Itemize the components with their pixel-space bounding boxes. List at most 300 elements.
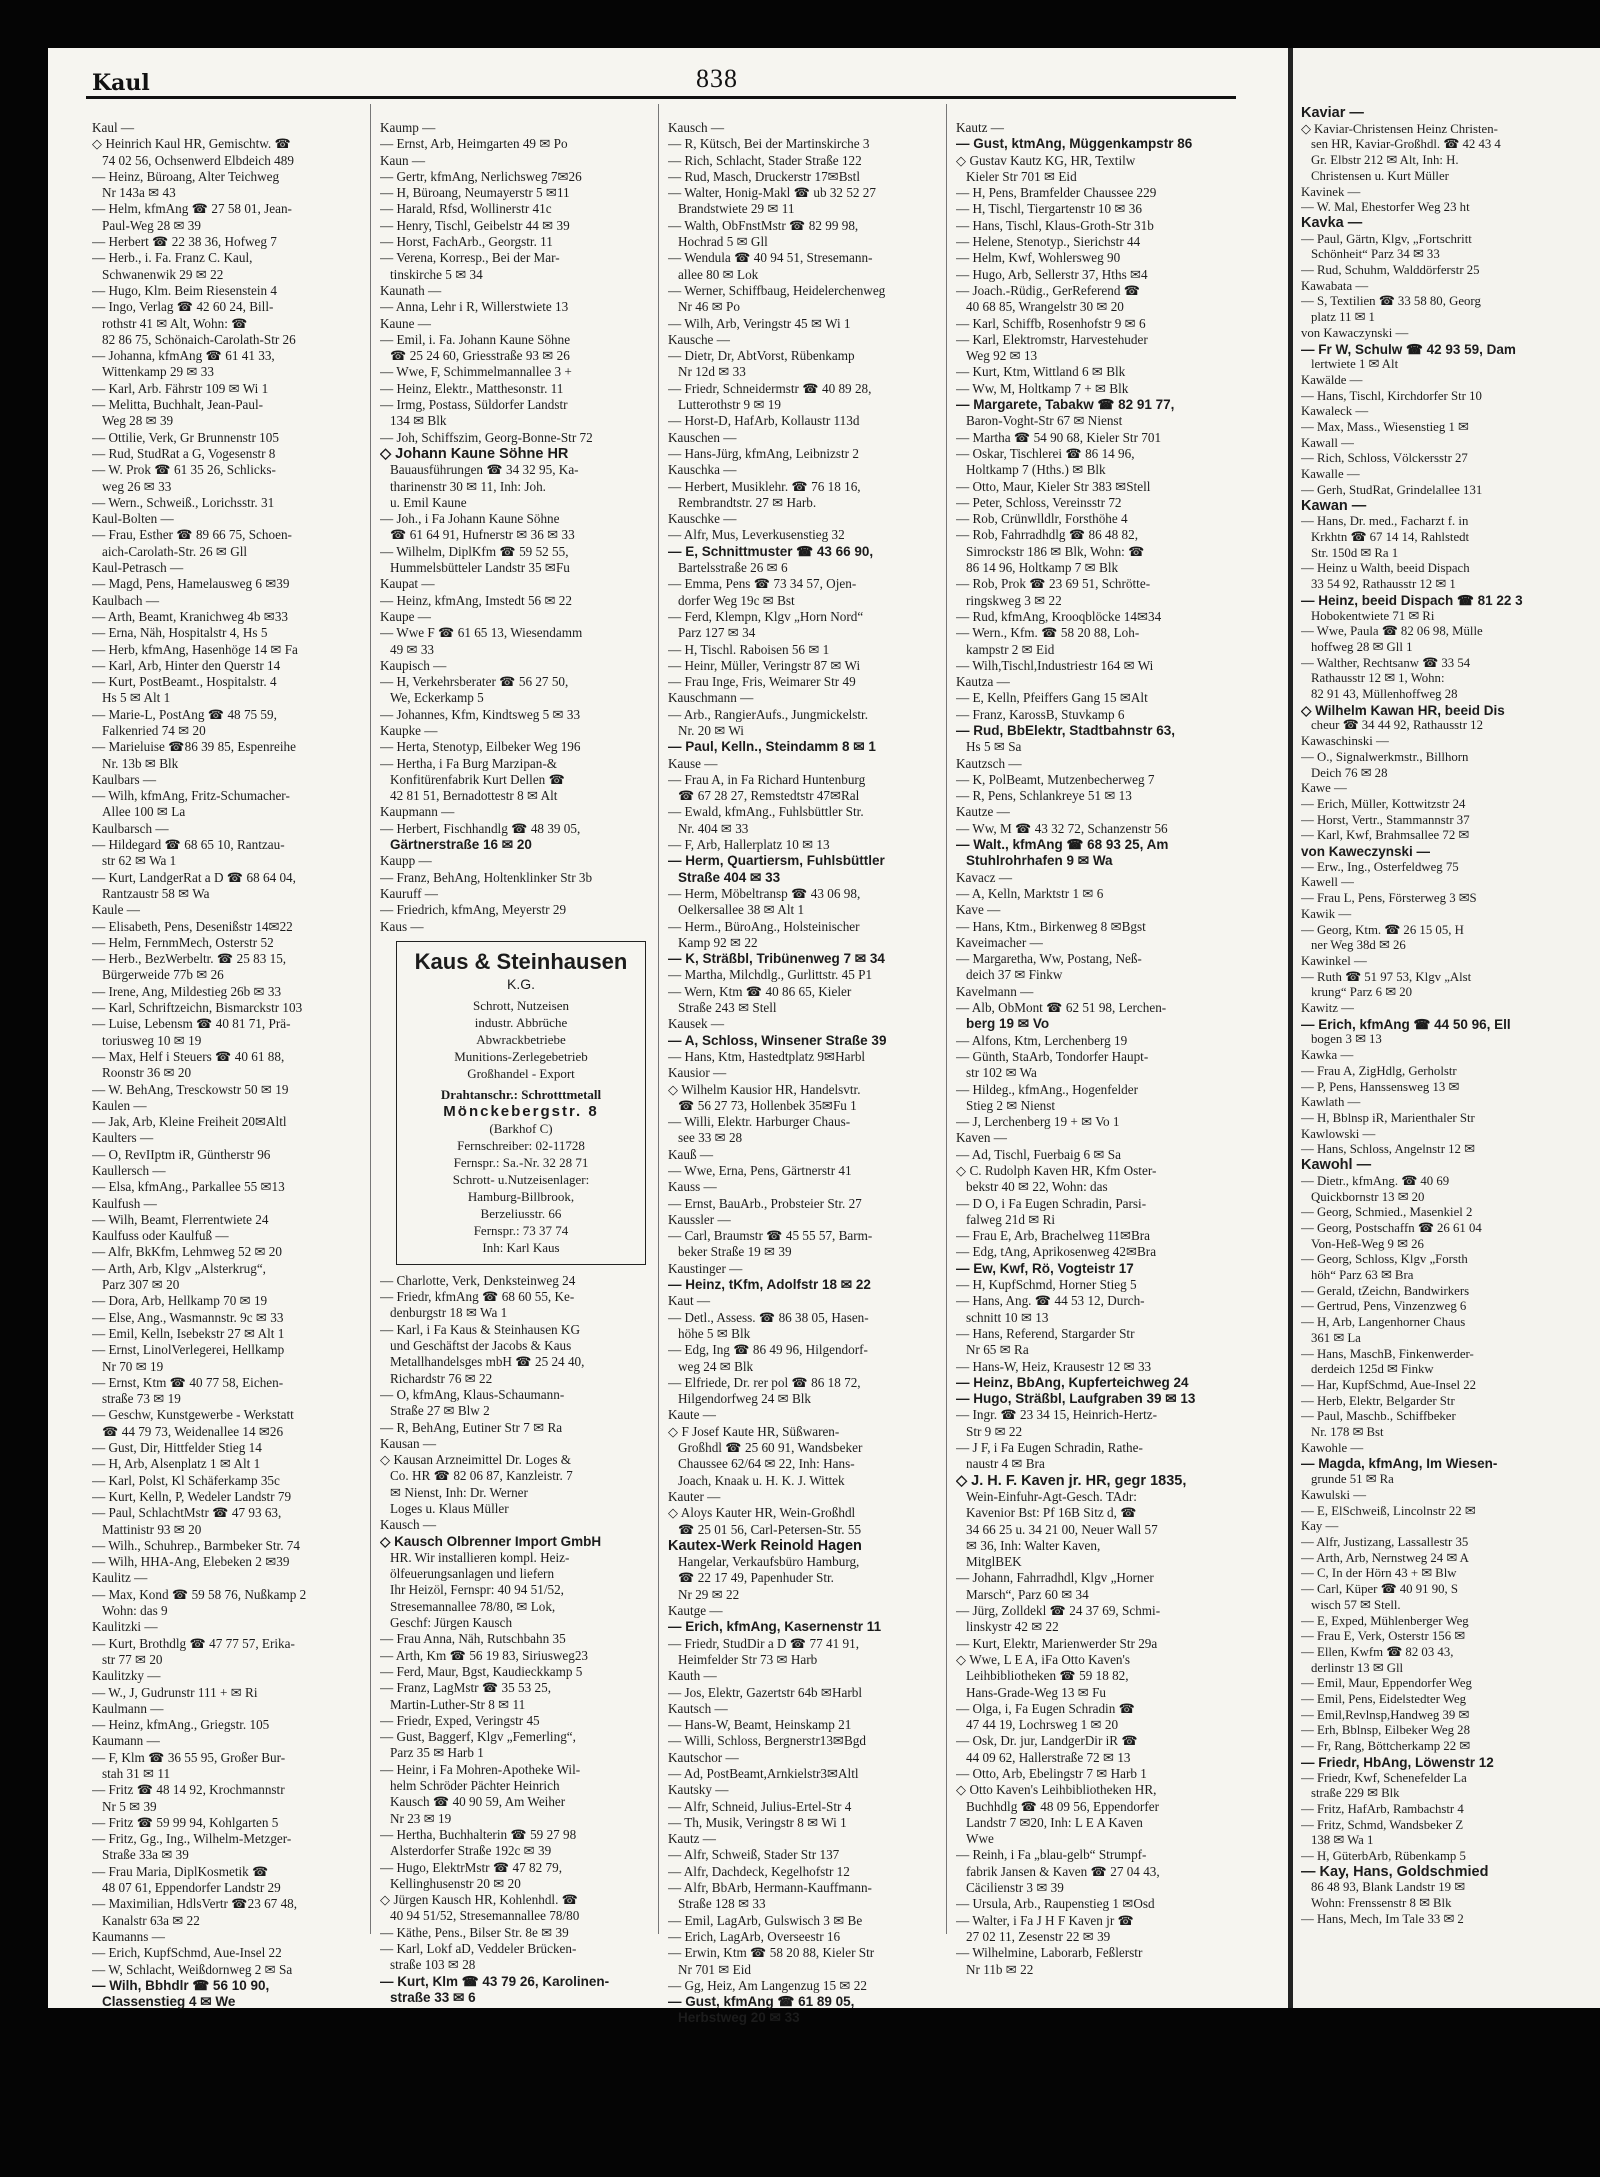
directory-entry-line: Christensen u. Kurt Müller <box>1311 168 1449 183</box>
directory-entry-line: lertwiete 1 ✉ Alt <box>1311 357 1399 372</box>
directory-entry-line: — Frau E, Arb, Brachelweg 11✉Bra <box>956 1228 1151 1244</box>
directory-entry-line: dorfer Weg 19c ✉ Bst <box>678 592 795 608</box>
directory-entry-line: Kaul — <box>92 120 135 135</box>
directory-entry-line: — Arth, Arb, Nernstweg 24 ✉ A <box>1301 1550 1469 1565</box>
directory-entry-line: — Hans, Ktm., Birkenweg 8 ✉Bgst <box>956 918 1146 934</box>
directory-entry-line: 42 81 51, Bernadottestr 8 ✉ Alt <box>390 788 558 804</box>
directory-entry-line: — Frau Inge, Fris, Weimarer Str 49 <box>668 674 856 690</box>
directory-entry-line: — Wendula ☎ 40 94 51, Stresemann- <box>668 250 873 266</box>
directory-entry-line: — H, GüterbArb, Rübenkamp 5 <box>1301 1849 1466 1864</box>
directory-entry-line: — Verena, Korresp., Bei der Mar- <box>380 250 560 266</box>
directory-entry-line: — Geschw, Kunstgewerbe - Werkstatt <box>92 1407 294 1423</box>
directory-entry-line: — Helm, kfmAng ☎ 27 58 01, Jean- <box>92 201 292 217</box>
directory-entry-line: — Johann, Fahrradhdl, Klgv „Horner <box>956 1570 1154 1586</box>
directory-entry-line: — Rud, BbElektr, Stadtbahnstr 63, <box>956 722 1176 738</box>
directory-entry-line: — Herm, Quartiersm, Fuhlsbüttler <box>668 853 885 869</box>
directory-entry-line: Kautz — <box>668 1831 716 1847</box>
directory-entry-line: Nr. 178 ✉ Bst <box>1311 1425 1384 1440</box>
directory-entry-line: Kaupke — <box>380 722 438 738</box>
directory-entry-line: — Erich, LagArb, Overseestr 16 <box>668 1928 841 1944</box>
directory-entry-line: — Friedrich, kfmAng, Meyerstr 29 <box>380 902 567 918</box>
directory-entry-line: — Hertha, Buchhalterin ☎ 59 27 98 <box>380 1826 577 1842</box>
directory-entry-line: — Walt., kfmAng ☎ 68 93 25, Am <box>956 837 1169 853</box>
directory-entry-line: Kautge — <box>668 1603 723 1619</box>
directory-entry-line: — Hans, MaschB, Finkenwerder- <box>1301 1346 1474 1361</box>
directory-entry-line: — E, Schnittmuster ☎ 43 66 90, <box>668 543 874 559</box>
directory-entry-line: Kausek — <box>668 1016 725 1032</box>
directory-entry-line: Nr 12d ✉ 33 <box>678 364 746 380</box>
directory-entry-line: ☎ 25 24 60, Griesstraße 93 ✉ 26 <box>390 348 570 364</box>
directory-entry-line: HR. Wir installieren kompl. Heiz- <box>390 1549 570 1565</box>
directory-entry-line: Kaut — <box>668 1293 711 1309</box>
directory-entry-line: Kaupmann — <box>380 804 455 820</box>
directory-entry-line: Gr. Elbstr 212 ✉ Alt, Inh: H. <box>1311 153 1459 168</box>
directory-entry-line: weg 24 ✉ Blk <box>678 1358 754 1374</box>
directory-entry-line: — Herm, Möbeltransp ☎ 43 06 98, <box>668 885 861 901</box>
directory-entry-line: Kavelmann — <box>956 983 1034 999</box>
directory-entry-line: — Herbert, Musiklehr. ☎ 76 18 16, <box>668 478 861 494</box>
directory-entry-line: ◇ C. Rudolph Kaven HR, Kfm Oster- <box>956 1163 1157 1178</box>
directory-entry-line: — Heinz, Büroang, Alter Teichweg <box>92 168 280 184</box>
directory-entry-line: — Walther, Rechtsanw ☎ 33 54 <box>1301 655 1471 670</box>
directory-entry-line: 82 86 75, Schönaich-Carolath-Str 26 <box>102 331 296 347</box>
directory-entry-line: Kamp 92 ✉ 22 <box>678 934 758 950</box>
ad-address: Mönckebergstr. 8 <box>443 1102 599 1120</box>
directory-entry-line: Classenstieg 4 ✉ We <box>102 1994 236 2010</box>
directory-entry-line: — Wilh, Beamt, Flerrentwiete 24 <box>92 1211 269 1227</box>
ad-contact-line: Inh: Karl Kaus <box>482 1239 560 1255</box>
directory-entry-line: Hummelsbütteler Landstr 35 ✉Fu <box>390 560 570 576</box>
directory-entry-line: — Charlotte, Verk, Denksteinweg 24 <box>380 1272 576 1288</box>
directory-entry-line: Wohn: Frenssenstr 8 ✉ Blk <box>1311 1896 1452 1911</box>
directory-entry-line: — Alfr, Schweiß, Stader Str 137 <box>668 1847 840 1863</box>
directory-column-1 <box>92 120 362 2010</box>
directory-entry-line: Oelkersallee 38 ✉ Alt 1 <box>678 902 805 918</box>
directory-entry-line: Kawaschinski — <box>1301 734 1389 749</box>
directory-entry-line: cheur ☎ 34 44 92, Rathausstr 12 <box>1311 718 1483 733</box>
directory-entry-line: — Kay, Hans, Goldschmied <box>1301 1864 1489 1880</box>
directory-entry-line: Nr 29 ✉ 22 <box>678 1586 740 1602</box>
directory-entry-line: 86 14 96, Holtkamp 7 ✉ Blk <box>966 560 1119 576</box>
directory-entry-line: — Frau E, Verk, Osterstr 156 ✉ <box>1301 1629 1466 1644</box>
directory-entry-line: — W, Schlacht, Weißdornweg 2 ✉ Sa <box>92 1961 293 1977</box>
directory-entry-line: Kaulmann — <box>92 1700 164 1716</box>
directory-entry-line: — Rob, Fahrradhdlg ☎ 86 48 82, <box>956 527 1138 543</box>
directory-entry-line: ner Weg 38d ✉ 26 <box>1311 938 1406 953</box>
directory-entry-line: — Frau Anna, Näh, Rutschbahn 35 <box>380 1631 566 1647</box>
directory-entry-line: Rathausstr 12 ✉ 1, Wohn: <box>1311 671 1445 686</box>
directory-entry-line: kampstr 2 ✉ Eid <box>966 641 1055 657</box>
directory-entry-line: Kautschor — <box>668 1749 739 1765</box>
directory-entry-line: — H, Pens, Bramfelder Chaussee 229 <box>956 185 1157 201</box>
directory-entry-line: Heimfelder Str 73 ✉ Harb <box>678 1651 818 1667</box>
directory-entry-line: Parz 307 ✉ 20 <box>102 1277 180 1293</box>
directory-entry-line: Kaulters — <box>92 1130 154 1146</box>
directory-entry-line: ◇ Jürgen Kausch HR, Kohlenhdl. ☎ <box>380 1892 579 1908</box>
directory-entry-line: — Karl, Lokf aD, Veddeler Brücken- <box>380 1941 577 1957</box>
directory-entry-line: — Ursula, Arb., Raupenstieg 1 ✉Osd <box>956 1896 1155 1912</box>
directory-entry-line: — Ernst, LinolVerlegerei, Hellkamp <box>92 1342 285 1358</box>
directory-entry-line: — Hildeg., kfmAng., Hogenfelder <box>956 1081 1139 1097</box>
directory-entry-line: — Karl, Schriftzeichn, Bismarckstr 103 <box>92 1000 303 1016</box>
directory-entry-line: — Alb, ObMont ☎ 62 51 98, Lerchen- <box>956 1000 1167 1016</box>
directory-entry-line: str 102 ✉ Wa <box>966 1065 1037 1081</box>
directory-entry-line: — Werner, Schiffbaug, Heidelerchenweg <box>668 282 886 298</box>
column-divider <box>370 104 371 1934</box>
directory-entry-line: Kawlowski — <box>1301 1126 1376 1141</box>
directory-entry-line: wisch 57 ✉ Stell. <box>1311 1597 1401 1612</box>
directory-entry-line: Nr. 20 ✉ Wi <box>678 722 744 738</box>
directory-entry-line: Kawälde — <box>1301 372 1363 387</box>
directory-entry-line: ringskweg 3 ✉ 22 <box>966 592 1062 608</box>
directory-entry-line: — Marie-L, PostAng ☎ 48 75 59, <box>92 706 277 722</box>
directory-entry-line: — Hans, Dr. med., Facharzt f. in <box>1301 514 1469 529</box>
directory-entry-line: — Joach.-Rüdig., GerReferend ☎ <box>956 282 1141 298</box>
directory-entry-line: und Geschäftst der Jacobs & Kaus <box>390 1338 572 1354</box>
directory-entry-line: Kauruff — <box>380 885 438 901</box>
directory-entry-line: — Ww, M ☎ 43 32 72, Schanzenstr 56 <box>956 820 1168 836</box>
directory-entry-line: Lutterothstr 9 ✉ 19 <box>678 397 781 413</box>
directory-entry-line: — Ferd, Klempn, Klgv „Horn Nord“ <box>668 608 864 624</box>
directory-entry-line: Kaullersch — <box>92 1163 166 1178</box>
directory-entry-line: 47 44 19, Lochrsweg 1 ✉ 20 <box>966 1717 1119 1733</box>
directory-entry-line: — Heinr, Müller, Veringstr 87 ✉ Wi <box>668 657 861 673</box>
directory-entry-line: Joach, Knaak u. H. K. J. Wittek <box>678 1472 845 1488</box>
directory-entry-line: Kaulbars — <box>92 771 157 787</box>
page-number: 838 <box>696 64 738 93</box>
directory-entry-line: — Elfriede, Dr. rer pol ☎ 86 18 72, <box>668 1374 861 1390</box>
directory-entry-line: Kaupat — <box>380 576 435 592</box>
directory-entry-line: — Wilh, kfmAng, Fritz-Schumacher- <box>92 788 290 804</box>
directory-entry-line: — Paul, Kelln., Steindamm 8 ✉ 1 <box>668 739 876 755</box>
directory-entry-line: naustr 4 ✉ Bra <box>966 1456 1045 1472</box>
directory-entry-line: — Georg, Schloss, Klgv „Forsth <box>1301 1252 1468 1267</box>
directory-entry-line: Kaulfuss oder Kaulfuß — <box>92 1228 229 1244</box>
directory-entry-line: Herbstweg 20 ✉ 33 <box>678 2010 800 2026</box>
directory-entry-line: — Herbert ☎ 22 38 36, Hofweg 7 <box>92 234 277 250</box>
directory-entry-line: — Max, Kond ☎ 59 58 76, Nußkamp 2 <box>92 1586 307 1602</box>
directory-entry-line: Kaussler — <box>668 1211 731 1227</box>
directory-entry-line: — Alfr, Justizang, Lassallestr 35 <box>1301 1534 1469 1549</box>
directory-entry-line: Kaulitzki — <box>92 1619 158 1635</box>
directory-entry-line: Kaven — <box>956 1130 1007 1146</box>
directory-entry-line: — Heinz u Walth, beeid Dispach <box>1301 561 1470 576</box>
directory-entry-line: — D O, i Fa Eugen Schradin, Parsi- <box>956 1195 1147 1211</box>
directory-entry-line: Kausch — <box>380 1517 437 1533</box>
directory-entry-line: — Ruth ☎ 51 97 53, Klgv „Alst <box>1301 969 1472 984</box>
directory-entry-line: — Frau, Esther ☎ 89 66 75, Schoen- <box>92 527 292 543</box>
directory-entry-line: — Olga, i, Fa Eugen Schradin ☎ <box>956 1700 1136 1716</box>
directory-entry-line: — Kurt, LandgerRat a D ☎ 68 64 04, <box>92 869 296 885</box>
directory-entry-line: 33 54 92, Rathausstr 12 ✉ 1 <box>1311 577 1456 592</box>
directory-entry-line: Kawohl — <box>1301 1158 1372 1174</box>
directory-entry-line: linskystr 42 ✉ 22 <box>966 1619 1059 1635</box>
directory-entry-line: — Gg, Heiz, Am Langenzug 15 ✉ 22 <box>668 1977 867 1993</box>
directory-entry-line: Wein-Einfuhr-Agt-Gesch. TAdr: <box>966 1488 1137 1504</box>
directory-entry-line: — Franz, LagMstr ☎ 35 53 25, <box>380 1680 551 1696</box>
directory-entry-line: — Günth, StaArb, Tondorfer Haupt- <box>956 1048 1149 1064</box>
directory-entry-line: Schönheit“ Parz 34 ✉ 33 <box>1311 247 1440 262</box>
directory-entry-line: — Reinh, i Fa „blau-gelb“ Strumpf- <box>956 1847 1147 1863</box>
ad-contact-line: Berzeliusstr. 66 <box>480 1205 562 1221</box>
directory-entry-line: — Friedr, Kwf, Schenefelder La <box>1301 1770 1467 1785</box>
ad-contact-line: Schrott- u.Nutzeisenlager: <box>452 1171 590 1187</box>
directory-entry-line: Stuhlrohrhafen 9 ✉ Wa <box>966 853 1113 869</box>
directory-entry-line: — Magd, Pens, Hamelausweg 6 ✉39 <box>92 576 290 592</box>
directory-entry-line: tharinenstr 30 ✉ 11, Inh: Joh. <box>390 478 546 494</box>
directory-entry-line: Nr 23 ✉ 19 <box>390 1810 452 1826</box>
directory-entry-line: — Fritz ☎ 59 99 94, Kohlgarten 5 <box>92 1814 279 1830</box>
directory-entry-line: — Paul, SchlachtMstr ☎ 47 93 63, <box>92 1505 282 1521</box>
right-page <box>1293 48 1600 2008</box>
directory-entry-line: Str. 150d ✉ Ra 1 <box>1311 545 1399 560</box>
ad-text-line: Abwrackbetriebe <box>476 1031 566 1047</box>
directory-entry-line: Alsterdorfer Straße 192c ✉ 39 <box>390 1843 552 1859</box>
directory-entry-line: Straße 33a ✉ 39 <box>102 1847 189 1863</box>
directory-entry-line: — Alfons, Ktm, Lerchenberg 19 <box>956 1032 1128 1048</box>
directory-entry-line: bekstr 40 ✉ 22, Wohn: das <box>966 1179 1108 1195</box>
ad-company-name: Kaus & Steinhausen <box>414 948 628 974</box>
directory-entry-line: ◇ Wwe, L E A, iFa Otto Kaven's <box>956 1651 1131 1667</box>
directory-entry-line: — K, PolBeamt, Mutzenbecherweg 7 <box>956 771 1155 787</box>
directory-entry-line: Kaule — <box>92 902 140 918</box>
directory-entry-line: — Hans-Jürg, kfmAng, Leibnizstr 2 <box>668 445 859 461</box>
directory-entry-line: Parz 127 ✉ 34 <box>678 625 756 641</box>
directory-entry-line: Wohn: das 9 <box>102 1603 168 1619</box>
directory-entry-line: höhe 5 ✉ Blk <box>678 1325 751 1341</box>
directory-entry-line: — Erich, KupfSchmd, Aue-Insel 22 <box>92 1945 282 1961</box>
directory-entry-line: 138 ✉ Wa 1 <box>1311 1833 1374 1848</box>
directory-entry-line: — Karl, Elektromstr, Harvestehuder <box>956 331 1148 347</box>
directory-entry-line: — Oskar, Tischlerei ☎ 86 14 96, <box>956 445 1135 461</box>
directory-entry-line: — J F, i Fa Eugen Schradin, Rathe- <box>956 1440 1143 1456</box>
directory-entry-line: — A, Kelln, Marktstr 1 ✉ 6 <box>956 885 1104 901</box>
directory-entry-line: von Kaweczynski — <box>1301 844 1431 860</box>
directory-entry-line: — Otto, Maur, Kieler Str 383 ✉Stell <box>956 478 1151 494</box>
directory-entry-line: — Joh, Schiffszim, Georg-Bonne-Str 72 <box>380 429 593 445</box>
directory-entry-line: denburgstr 18 ✉ Wa 1 <box>390 1305 508 1321</box>
ad-legal-form: K.G. <box>506 975 535 992</box>
directory-entry-line: MitglBEK <box>966 1554 1022 1570</box>
directory-entry-line: Nr 5 ✉ 39 <box>102 1798 157 1814</box>
directory-entry-line: — Luise, Lebensm ☎ 40 81 71, Prä- <box>92 1016 291 1032</box>
directory-entry-line: — Friedr, Exped, Veringstr 45 <box>380 1712 540 1728</box>
directory-entry-line: — R, Kütsch, Bei der Martinskirche 3 <box>668 136 870 152</box>
directory-entry-line: — Karl, Schiffb, Rosenhofstr 9 ✉ 6 <box>956 315 1146 331</box>
directory-entry-line: — Karl, Kwf, Brahmsallee 72 ✉ <box>1301 828 1470 843</box>
directory-entry-line: Deich 76 ✉ 28 <box>1311 765 1388 780</box>
directory-entry-line: — R, BehAng, Eutiner Str 7 ✉ Ra <box>380 1419 563 1435</box>
directory-entry-line: — Gertr, kfmAng, Nerlichsweg 7✉26 <box>380 168 582 184</box>
directory-entry-line: — Ellen, Kwfm ☎ 82 03 43, <box>1301 1644 1454 1659</box>
directory-entry-line: Rantzaustr 58 ✉ Wa <box>102 885 210 901</box>
directory-entry-line: — Heinz, kfmAng., Griegstr. 105 <box>92 1717 270 1733</box>
directory-entry-line: helm Schröder Pächter Heinrich <box>390 1778 560 1794</box>
directory-entry-line: — Detl., Assess. ☎ 86 38 05, Hasen- <box>668 1309 869 1325</box>
directory-entry-line: — H, Tischl. Raboisen 56 ✉ 1 <box>668 641 830 657</box>
directory-entry-line: — Paul, Gärtn, Klgv, „Fortschritt <box>1301 231 1472 246</box>
directory-entry-line: Kaunath — <box>380 282 442 298</box>
directory-entry-line: — Dora, Arb, Hellkamp 70 ✉ 19 <box>92 1293 268 1309</box>
directory-entry-line: — Max, Mass., Wiesenstieg 1 ✉ <box>1301 420 1469 435</box>
directory-entry-line: Kawka — <box>1301 1048 1354 1063</box>
directory-entry-line: — Peter, Schloss, Vereinsstr 72 <box>956 494 1122 510</box>
directory-entry-line: bogen 3 ✉ 13 <box>1311 1032 1382 1047</box>
directory-entry-line: — Erich, Müller, Kottwitzstr 24 <box>1301 796 1466 811</box>
directory-entry-line: — Th, Musik, Veringstr 8 ✉ Wi 1 <box>668 1814 847 1830</box>
ad-contact-line: Fernspr.: Sa.-Nr. 32 28 71 <box>453 1154 589 1170</box>
directory-entry-line: Kawabata — <box>1301 278 1369 293</box>
directory-entry-line: — Ingr. ☎ 23 34 15, Heinrich-Hertz- <box>956 1407 1157 1423</box>
directory-entry-line: — Maximilian, HdlsVertr ☎23 67 48, <box>92 1896 298 1912</box>
directory-entry-line: Kay — <box>1301 1519 1339 1534</box>
directory-entry-line: — Heinz, beeid Dispach ☎ 81 22 3 <box>1301 592 1523 608</box>
directory-entry-line: — Franz, KarossB, Stuvkamp 6 <box>956 706 1125 722</box>
directory-entry-line: ✉ 36, Inh: Walter Kaven, <box>966 1537 1101 1553</box>
directory-entry-line: Wwe <box>966 1831 994 1847</box>
directory-entry-line: — Hugo, Sträßbl, Laufgraben 39 ✉ 13 <box>956 1391 1196 1407</box>
directory-entry-line: — E, ElSchweiß, Lincolnstr 22 ✉ <box>1301 1503 1476 1518</box>
directory-entry-line: — H, Arb, Alsenplatz 1 ✉ Alt 1 <box>92 1456 261 1472</box>
directory-entry-line: Hs 5 ✉ Sa <box>966 739 1022 755</box>
directory-entry-line: ☎ 61 64 91, Hufnerstr ✉ 36 ✉ 33 <box>390 527 575 543</box>
directory-entry-line: — Jos, Elektr, Gazertstr 64b ✉Harbl <box>668 1684 862 1700</box>
directory-entry-line: Stieg 2 ✉ Nienst <box>966 1097 1056 1113</box>
directory-entry-line: 49 ✉ 33 <box>390 641 435 657</box>
directory-entry-line: Kaupisch — <box>380 657 447 673</box>
directory-entry-line: Kaump — <box>380 120 436 135</box>
directory-entry-line: — Jürg, Zolldekl ☎ 24 37 69, Schmi- <box>956 1603 1161 1619</box>
directory-entry-line: — Rud, Schuhm, Walddörferstr 25 <box>1301 263 1480 278</box>
directory-entry-line: ◇ Gustav Kautz KG, HR, Textilw <box>956 152 1136 168</box>
directory-entry-line: — Else, Ang., Wasmannstr. 9c ✉ 33 <box>92 1309 284 1325</box>
directory-entry-line: — H, Arb, Langenhorner Chaus <box>1301 1315 1466 1330</box>
directory-entry-line: Gärtnerstraße 16 ✉ 20 <box>390 837 532 853</box>
directory-entry-line: allee 80 ✉ Lok <box>678 266 759 282</box>
directory-entry-line: Straße 404 ✉ 33 <box>678 869 781 885</box>
directory-entry-line: ☎ 25 01 56, Carl-Petersen-Str. 55 <box>678 1521 862 1537</box>
directory-entry-line: — Magda, kfmAng, Im Wiesen- <box>1301 1456 1498 1472</box>
ad-telegram: Drahtanschr.: Schrotttmetall <box>440 1086 602 1102</box>
directory-entry-line: — Ottilie, Verk, Gr Brunnenstr 105 <box>92 429 279 445</box>
directory-entry-line: deich 37 ✉ Finkw <box>966 967 1063 983</box>
directory-entry-line: 40 94 51/52, Stresemannallee 78/80 <box>390 1908 580 1924</box>
directory-entry-line: — Wern., Schweiß., Lorichsstr. 31 <box>92 494 275 510</box>
directory-entry-line: Kavka — <box>1301 215 1363 231</box>
directory-entry-line: — Alfr, BkKfm, Lehmweg 52 ✉ 20 <box>92 1244 282 1260</box>
directory-entry-line: ◇ Aloys Kauter HR, Wein-Großhdl <box>668 1505 856 1521</box>
directory-entry-line: — Karl, Polst, Kl Schäferkamp 35c <box>92 1472 280 1488</box>
directory-entry-line: — Heinz, BbAng, Kupferteichweg 24 <box>956 1374 1189 1390</box>
directory-entry-line: — Max, Helf i Steuers ☎ 40 61 88, <box>92 1048 285 1064</box>
directory-entry-line: Kautsky — <box>668 1782 729 1798</box>
directory-entry-line: Kauschka — <box>668 462 737 478</box>
directory-entry-line: — Hans, Tischl, Klaus-Groth-Str 31b <box>956 217 1154 233</box>
directory-entry-line: Kawall — <box>1301 435 1354 450</box>
directory-entry-line: — Hans, Referend, Stargarder Str <box>956 1325 1135 1341</box>
directory-entry-line: — Friedr, Schneidermstr ☎ 40 89 28, <box>668 380 872 396</box>
directory-entry-line: — Elsa, kfmAng., Parkallee 55 ✉13 <box>92 1179 285 1195</box>
directory-entry-line: Ihr Heizöl, Fernspr: 40 94 51/52, <box>390 1582 564 1598</box>
directory-entry-line: — Hans, Mech, Im Tale 33 ✉ 2 <box>1301 1911 1464 1926</box>
directory-entry-line: Kieler Str 701 ✉ Eid <box>966 168 1077 184</box>
directory-entry-line: Marsch“, Parz 60 ✉ 34 <box>966 1586 1089 1602</box>
directory-entry-line: — E, Kelln, Pfeiffers Gang 15 ✉Alt <box>956 690 1148 706</box>
directory-entry-line: ☎ 44 79 73, Weidenallee 14 ✉26 <box>102 1423 284 1439</box>
directory-entry-line: — Alfr, Dachdeck, Kegelhofstr 12 <box>668 1863 850 1879</box>
directory-entry-line: toriusweg 10 ✉ 19 <box>102 1032 202 1048</box>
directory-entry-line: Leihbibliotheken ☎ 59 18 82, <box>966 1668 1129 1684</box>
directory-entry-line: — Frau L, Pens, Försterweg 3 ✉S <box>1301 891 1477 906</box>
directory-entry-line: — Wern., Kfm. ☎ 58 20 88, Loh- <box>956 625 1140 641</box>
directory-entry-line: Kaviar — <box>1301 106 1364 121</box>
directory-entry-line: — Fritz, Gg., Ing., Wilhelm-Metzger- <box>92 1831 292 1847</box>
directory-entry-line: derdeich 125d ✉ Finkw <box>1311 1362 1434 1377</box>
directory-entry-line: 34 66 25 u. 34 21 00, Neuer Wall 57 <box>966 1521 1158 1537</box>
directory-entry-line: derlinstr 13 ✉ Gll <box>1311 1660 1404 1675</box>
directory-entry-line: 44 09 62, Hallerstraße 72 ✉ 13 <box>966 1749 1131 1765</box>
directory-entry-line: — Arb., RangierAufs., Jungmickelstr. <box>668 706 868 722</box>
directory-entry-line: Kanalstr 63a ✉ 22 <box>102 1912 200 1928</box>
directory-entry-line: str 62 ✉ Wa 1 <box>102 853 177 869</box>
directory-entry-line: — Wilh, HHA-Ang, Elebeken 2 ✉39 <box>92 1554 290 1570</box>
directory-entry-line: — Ewald, kfmAng., Fuhlsbüttler Str. <box>668 804 864 820</box>
directory-entry-line: — H, Tischl, Tiergartenstr 10 ✉ 36 <box>956 201 1142 217</box>
directory-entry-line: — Ww, M, Holtkamp 7 + ✉ Blk <box>956 380 1129 396</box>
directory-entry-line: — Irmg, Postass, Süldorfer Landstr <box>380 397 568 413</box>
directory-entry-line: — Friedr, kfmAng ☎ 68 60 55, Ke- <box>380 1289 575 1305</box>
directory-entry-line: Stresemannallee 78/80, ✉ Lok, <box>390 1598 556 1614</box>
directory-entry-line: Kautsch — <box>668 1700 728 1716</box>
directory-entry-line: — Hans-W, Beamt, Heinskamp 21 <box>668 1717 852 1733</box>
directory-entry-line: — Helm, Kwf, Wohlersweg 90 <box>956 250 1121 266</box>
directory-entry-line: beker Straße 19 ✉ 39 <box>678 1244 792 1260</box>
directory-entry-line: — Erich, kfmAng ☎ 44 50 96, Ell <box>1301 1016 1511 1032</box>
directory-entry-line: — Wern, Ktm ☎ 40 86 65, Kieler <box>668 983 852 999</box>
ad-text-line: Schrott, Nutzeisen <box>472 997 570 1013</box>
directory-entry-line: Nr 65 ✉ Ra <box>966 1342 1029 1358</box>
directory-entry-line: — Herb, Elektr, Belgarder Str <box>1301 1393 1455 1408</box>
directory-entry-line: — Horst, Vertr., Stammannstr 37 <box>1301 812 1470 827</box>
header-word: Kaul <box>92 70 150 96</box>
directory-entry-line: Kauß — <box>668 1146 714 1162</box>
directory-entry-line: — Kurt, Klm ☎ 43 79 26, Karolinen- <box>380 1973 610 1989</box>
directory-entry-line: — Herbert, Fischhandlg ☎ 48 39 05, <box>380 820 581 836</box>
directory-entry-line: — Wwe, Erna, Pens, Gärtnerstr 41 <box>668 1163 852 1178</box>
directory-entry-line: — Martha, Milchdlg., Gurlittstr. 45 P1 <box>668 967 873 983</box>
directory-entry-line: — P, Pens, Hanssensweg 13 ✉ <box>1301 1079 1460 1094</box>
directory-entry-line: krung“ Parz 6 ✉ 20 <box>1311 985 1412 1000</box>
directory-entry-line: see 33 ✉ 28 <box>678 1130 743 1146</box>
directory-entry-line: — Herm., BüroAng., Holsteinischer <box>668 918 860 934</box>
directory-entry-line: ◇ Johann Kaune Söhne HR <box>380 445 569 462</box>
directory-entry-line: — Irene, Ang, Mildestieg 26b ✉ 33 <box>92 983 282 999</box>
directory-entry-line: — Alfr, Mus, Leverkusenstieg 32 <box>668 527 845 543</box>
directory-entry-line: — Ferd, Maur, Bgst, Kaudieckkamp 5 <box>380 1663 583 1679</box>
directory-entry-line: — Friedr, StudDir a D ☎ 77 41 91, <box>668 1635 859 1651</box>
directory-entry-line: Kawitz — <box>1301 1001 1354 1016</box>
directory-entry-line: Kaulfush — <box>92 1195 157 1211</box>
directory-entry-line: Kaun — <box>380 152 426 168</box>
directory-entry-line: Quickbornstr 13 ✉ 20 <box>1311 1189 1425 1204</box>
directory-entry-line: — Kurt, PostBeamt., Hospitalstr. 4 <box>92 674 277 690</box>
directory-entry-line: — Gerald, tZeichn, Bandwirkers <box>1301 1283 1470 1298</box>
directory-entry-line: — Arth, Km ☎ 56 19 83, Siriusweg23 <box>380 1647 589 1663</box>
directory-entry-line: — Herta, Stenotyp, Eilbeker Weg 196 <box>380 739 581 755</box>
directory-entry-line: ölfeuerungsanlagen und liefern <box>390 1566 555 1582</box>
directory-entry-line: — Martha ☎ 54 90 68, Kieler Str 701 <box>956 429 1162 445</box>
directory-entry-line: Kautzsch — <box>956 755 1022 771</box>
